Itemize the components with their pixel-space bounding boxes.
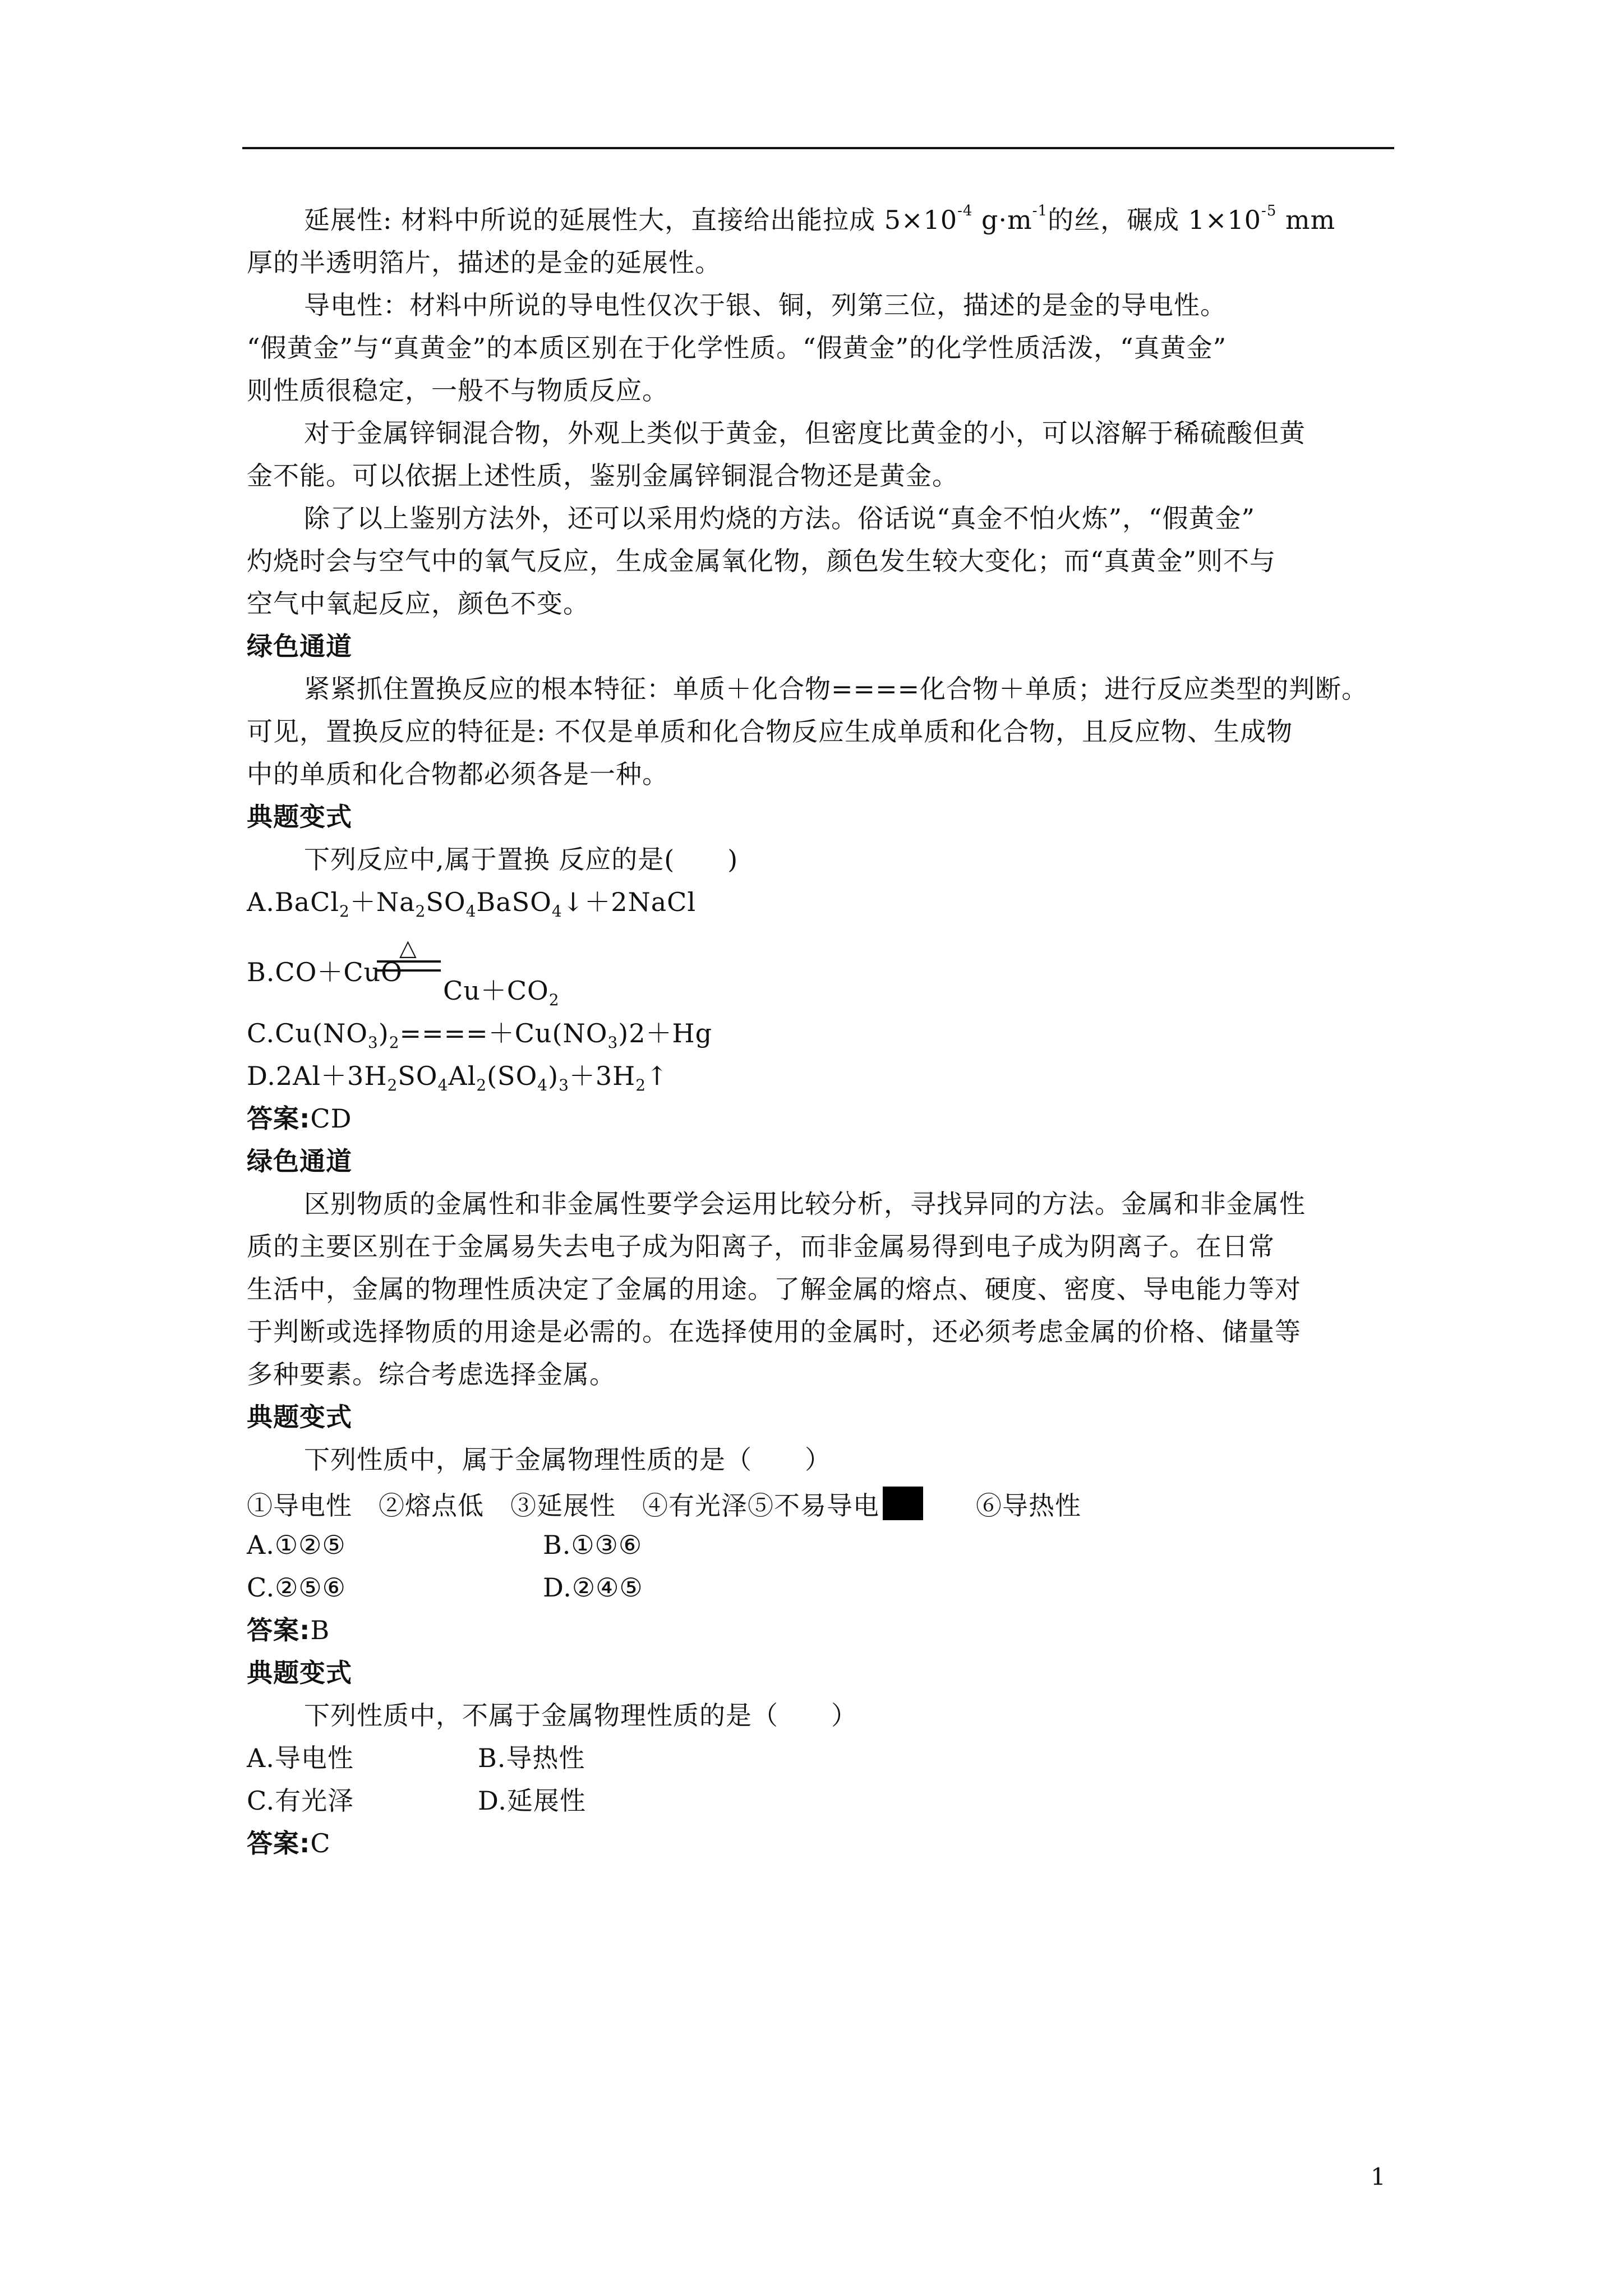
reaction-equals-sign — [377, 960, 441, 972]
heading-typical-variant-2: 典题变式 — [247, 1402, 352, 1432]
para-conductivity: 导电性：材料中所说的导电性仅次于银、铜，列第三位，描述的是金的导电性。 — [304, 290, 1227, 320]
page-number: 1 — [1371, 2163, 1386, 2191]
q1-option-a: $A.BaCl_2+Na_2SO_4BaSO_4↓+2NaCl$ — [247, 887, 697, 921]
q1-option-c: $C.Cu(NO_3)_2====+Cu(NO_3)2+Hg$ — [247, 1018, 713, 1052]
para-burning-line1: 除了以上鉴别方法外，还可以采用灼烧的方法。俗话说“真金不怕火炼”，“假黄金” — [304, 503, 1256, 533]
q1-option-b-right: $Cu+CO_2$ — [443, 976, 560, 1009]
heading-typical-variant-3: 典题变式 — [247, 1658, 352, 1688]
para-ductility-line2: 厚的半透明箔片，描述的是金的延展性。 — [247, 247, 721, 278]
q2-property-list: ①导电性 ②熔点低 ③延展性 ④有光泽⑤不易导电 ⑥导热性 — [247, 1487, 1081, 1521]
para-replacement-line3: 中的单质和化合物都必须各是一种。 — [247, 759, 668, 789]
para-metal-compare-line4: 于判断或选择物质的用途是必需的。在选择使用的金属时，还必须考虑金属的价格、储量等 — [247, 1317, 1301, 1347]
q2-answer: 答案:B — [247, 1615, 330, 1645]
heading-green-channel-2: 绿色通道 — [247, 1146, 352, 1176]
heat-symbol: △ — [399, 935, 417, 961]
para-gold-compare-line1: “假黄金”与“真黄金”的本质区别在于化学性质。“假黄金”的化学性质活泼，“真黄金” — [247, 333, 1227, 363]
q1-option-d: $D.2Al+3H_2SO_4Al_2(SO_4)_3+3H_2↑$ — [247, 1061, 668, 1094]
para-burning-line2: 灼烧时会与空气中的氧气反应，生成金属氧化物，颜色发生较大变化；而“真黄金”则不与 — [247, 546, 1276, 576]
para-ductility-line1: 延展性: 材料中所说的延展性大，直接给出能拉成 $5\times 10^{-4}$ $g\cdot m^{-1}$的丝，碾成 $1\times 10^{-5}$ mm — [304, 203, 1336, 235]
q1-answer: 答案:CD — [247, 1103, 352, 1134]
para-replacement-line1: 紧紧抓住置换反应的根本特征：单质＋化合物====化合物＋单质；进行反应类型的判断。 — [304, 674, 1368, 704]
q2-option-d: D.②④⑤ — [543, 1572, 643, 1603]
q2-option-b: B.①③⑥ — [543, 1530, 643, 1560]
para-burning-line3: 空气中氧起反应，颜色不变。 — [247, 588, 589, 619]
q2-option-c: C.②⑤⑥ — [247, 1572, 346, 1603]
q3-stem: 下列性质中，不属于金属物理性质的是（ ） — [304, 1700, 857, 1731]
para-metal-compare-line1: 区别物质的金属性和非金属性要学会运用比较分析，寻找异同的方法。金属和非金属性 — [304, 1189, 1306, 1219]
redaction-mark — [883, 1487, 923, 1520]
q3-option-d: D.延展性 — [478, 1786, 586, 1816]
q1-option-b-left: B.CO＋CuO — [247, 957, 403, 987]
para-gold-compare-line2: 则性质很稳定，一般不与物质反应。 — [247, 375, 668, 406]
para-metal-compare-line5: 多种要素。综合考虑选择金属。 — [247, 1359, 616, 1389]
para-metal-compare-line3: 生活中，金属的物理性质决定了金属的用途。了解金属的熔点、硬度、密度、导电能力等对 — [247, 1274, 1301, 1304]
heading-typical-variant-1: 典题变式 — [247, 802, 352, 832]
q3-option-a: A.导电性 — [247, 1743, 354, 1773]
q3-option-b: B.导热性 — [478, 1743, 585, 1773]
header-rule — [242, 147, 1394, 149]
para-metal-compare-line2: 质的主要区别在于金属易失去电子成为阳离子，而非金属易得到电子成为阴离子。在日常 — [247, 1231, 1275, 1262]
q2-stem: 下列性质中，属于金属物理性质的是（ ） — [304, 1444, 831, 1475]
q3-option-c: C.有光泽 — [247, 1786, 354, 1816]
heading-green-channel-1: 绿色通道 — [247, 631, 352, 661]
q1-stem: 下列反应中,属于置换 反应的是( ) — [304, 844, 739, 875]
para-zinc-copper-line1: 对于金属锌铜混合物，外观上类似于黄金，但密度比黄金的小，可以溶解于稀硫酸但黄 — [304, 418, 1306, 448]
q2-option-a: A.①②⑤ — [247, 1530, 346, 1560]
para-zinc-copper-line2: 金不能。可以依据上述性质，鉴别金属锌铜混合物还是黄金。 — [247, 461, 958, 491]
q3-answer: 答案:C — [247, 1828, 331, 1858]
para-replacement-line2: 可见，置换反应的特征是: 不仅是单质和化合物反应生成单质和化合物，且反应物、生成物 — [247, 716, 1293, 747]
